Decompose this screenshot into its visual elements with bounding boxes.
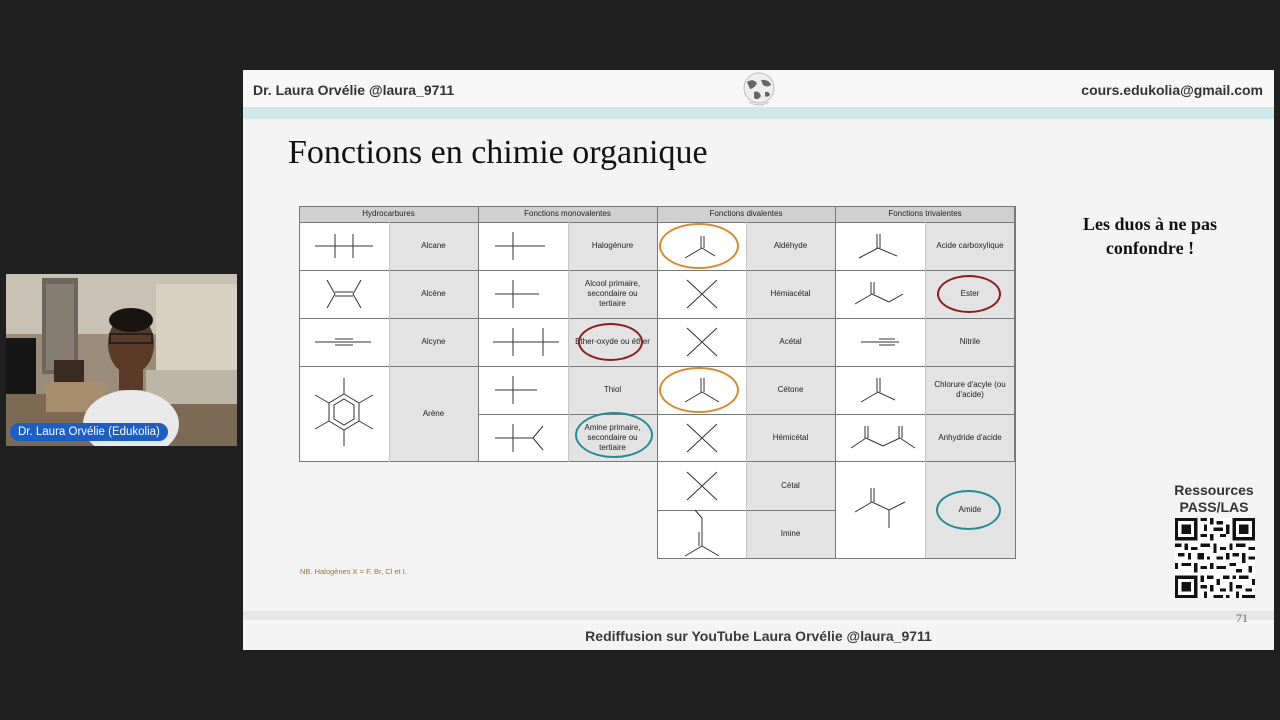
presentation-slide: [243, 70, 1274, 650]
author-handle: Dr. Laura Orvélie @laura_9711: [253, 82, 455, 98]
function-chlorure-acyle: Chlorure d'acyle (ou d'acide): [925, 366, 1015, 414]
function-ether: Ether-oxyde ou éther: [568, 318, 657, 366]
function-acetal: Acétal: [746, 318, 835, 366]
slide-footer: Rediffusion sur YouTube Laura Orvélie @laura_9711: [585, 628, 932, 644]
highlight-ring-amine: [575, 412, 653, 458]
function-amine: Amine primaire, secondaire ou tertiaire: [568, 414, 657, 462]
function-imine: Imine: [746, 510, 835, 558]
halogen-footnote: NB. Halogènes X = F, Br, Cl et I.: [300, 567, 407, 576]
highlight-ring-ester: [937, 275, 1001, 313]
resources-label: Ressources PASS/LAS: [1174, 482, 1254, 515]
function-thiol: Thiol: [568, 366, 657, 414]
globe-logo-icon: [739, 70, 779, 110]
function-cetone: Cétone: [746, 366, 835, 414]
function-anhydride: Anhydride d'acide: [925, 414, 1015, 462]
footer-band: [243, 611, 1274, 620]
function-amide: Amide: [925, 462, 1015, 558]
highlight-ring-ether: [578, 323, 643, 361]
webcam-scene: [6, 274, 237, 446]
function-alcene: Alcène: [389, 270, 478, 318]
highlight-ring-cetone: [659, 367, 739, 413]
highlight-ring-aldehyde: [659, 223, 739, 269]
function-cetal: Cétal: [746, 462, 835, 510]
functions-table: [299, 206, 1017, 560]
header-divalentes: Fonctions divalentes: [657, 206, 835, 222]
function-hemiacetal: Hémiacétal: [746, 270, 835, 318]
function-alcool: Alcool primaire, secondaire ou tertiaire: [568, 270, 657, 318]
structure-drawings: [299, 206, 1017, 560]
function-hemicetal: Hémicétal: [746, 414, 835, 462]
side-note: Les duos à ne pas confondre !: [1082, 214, 1218, 258]
qr-code-icon[interactable]: [1175, 518, 1255, 598]
header-hydrocarbures: Hydrocarbures: [299, 206, 478, 222]
function-arene: Arène: [389, 366, 478, 462]
function-nitrile: Nitrile: [925, 318, 1015, 366]
webcam-video[interactable]: [6, 274, 237, 446]
header-trivalentes: Fonctions trivalentes: [835, 206, 1015, 222]
highlight-ring-amide: [936, 490, 1001, 530]
header-monovalentes: Fonctions monovalentes: [478, 206, 657, 222]
function-alcane: Alcane: [389, 222, 478, 270]
function-aldehyde: Aldéhyde: [746, 222, 835, 270]
contact-email: cours.edukolia@gmail.com: [1081, 82, 1263, 98]
slide-title: Fonctions en chimie organique: [288, 134, 708, 171]
function-ester: Ester: [925, 270, 1015, 318]
participant-name-badge: Dr. Laura Orvélie (Edukolia): [10, 423, 168, 441]
function-halogenure: Halogénure: [568, 222, 657, 270]
function-alcyne: Alcyne: [389, 318, 478, 366]
function-acide-carboxylique: Acide carboxylique: [925, 222, 1015, 270]
page-number: 71: [1236, 611, 1248, 625]
